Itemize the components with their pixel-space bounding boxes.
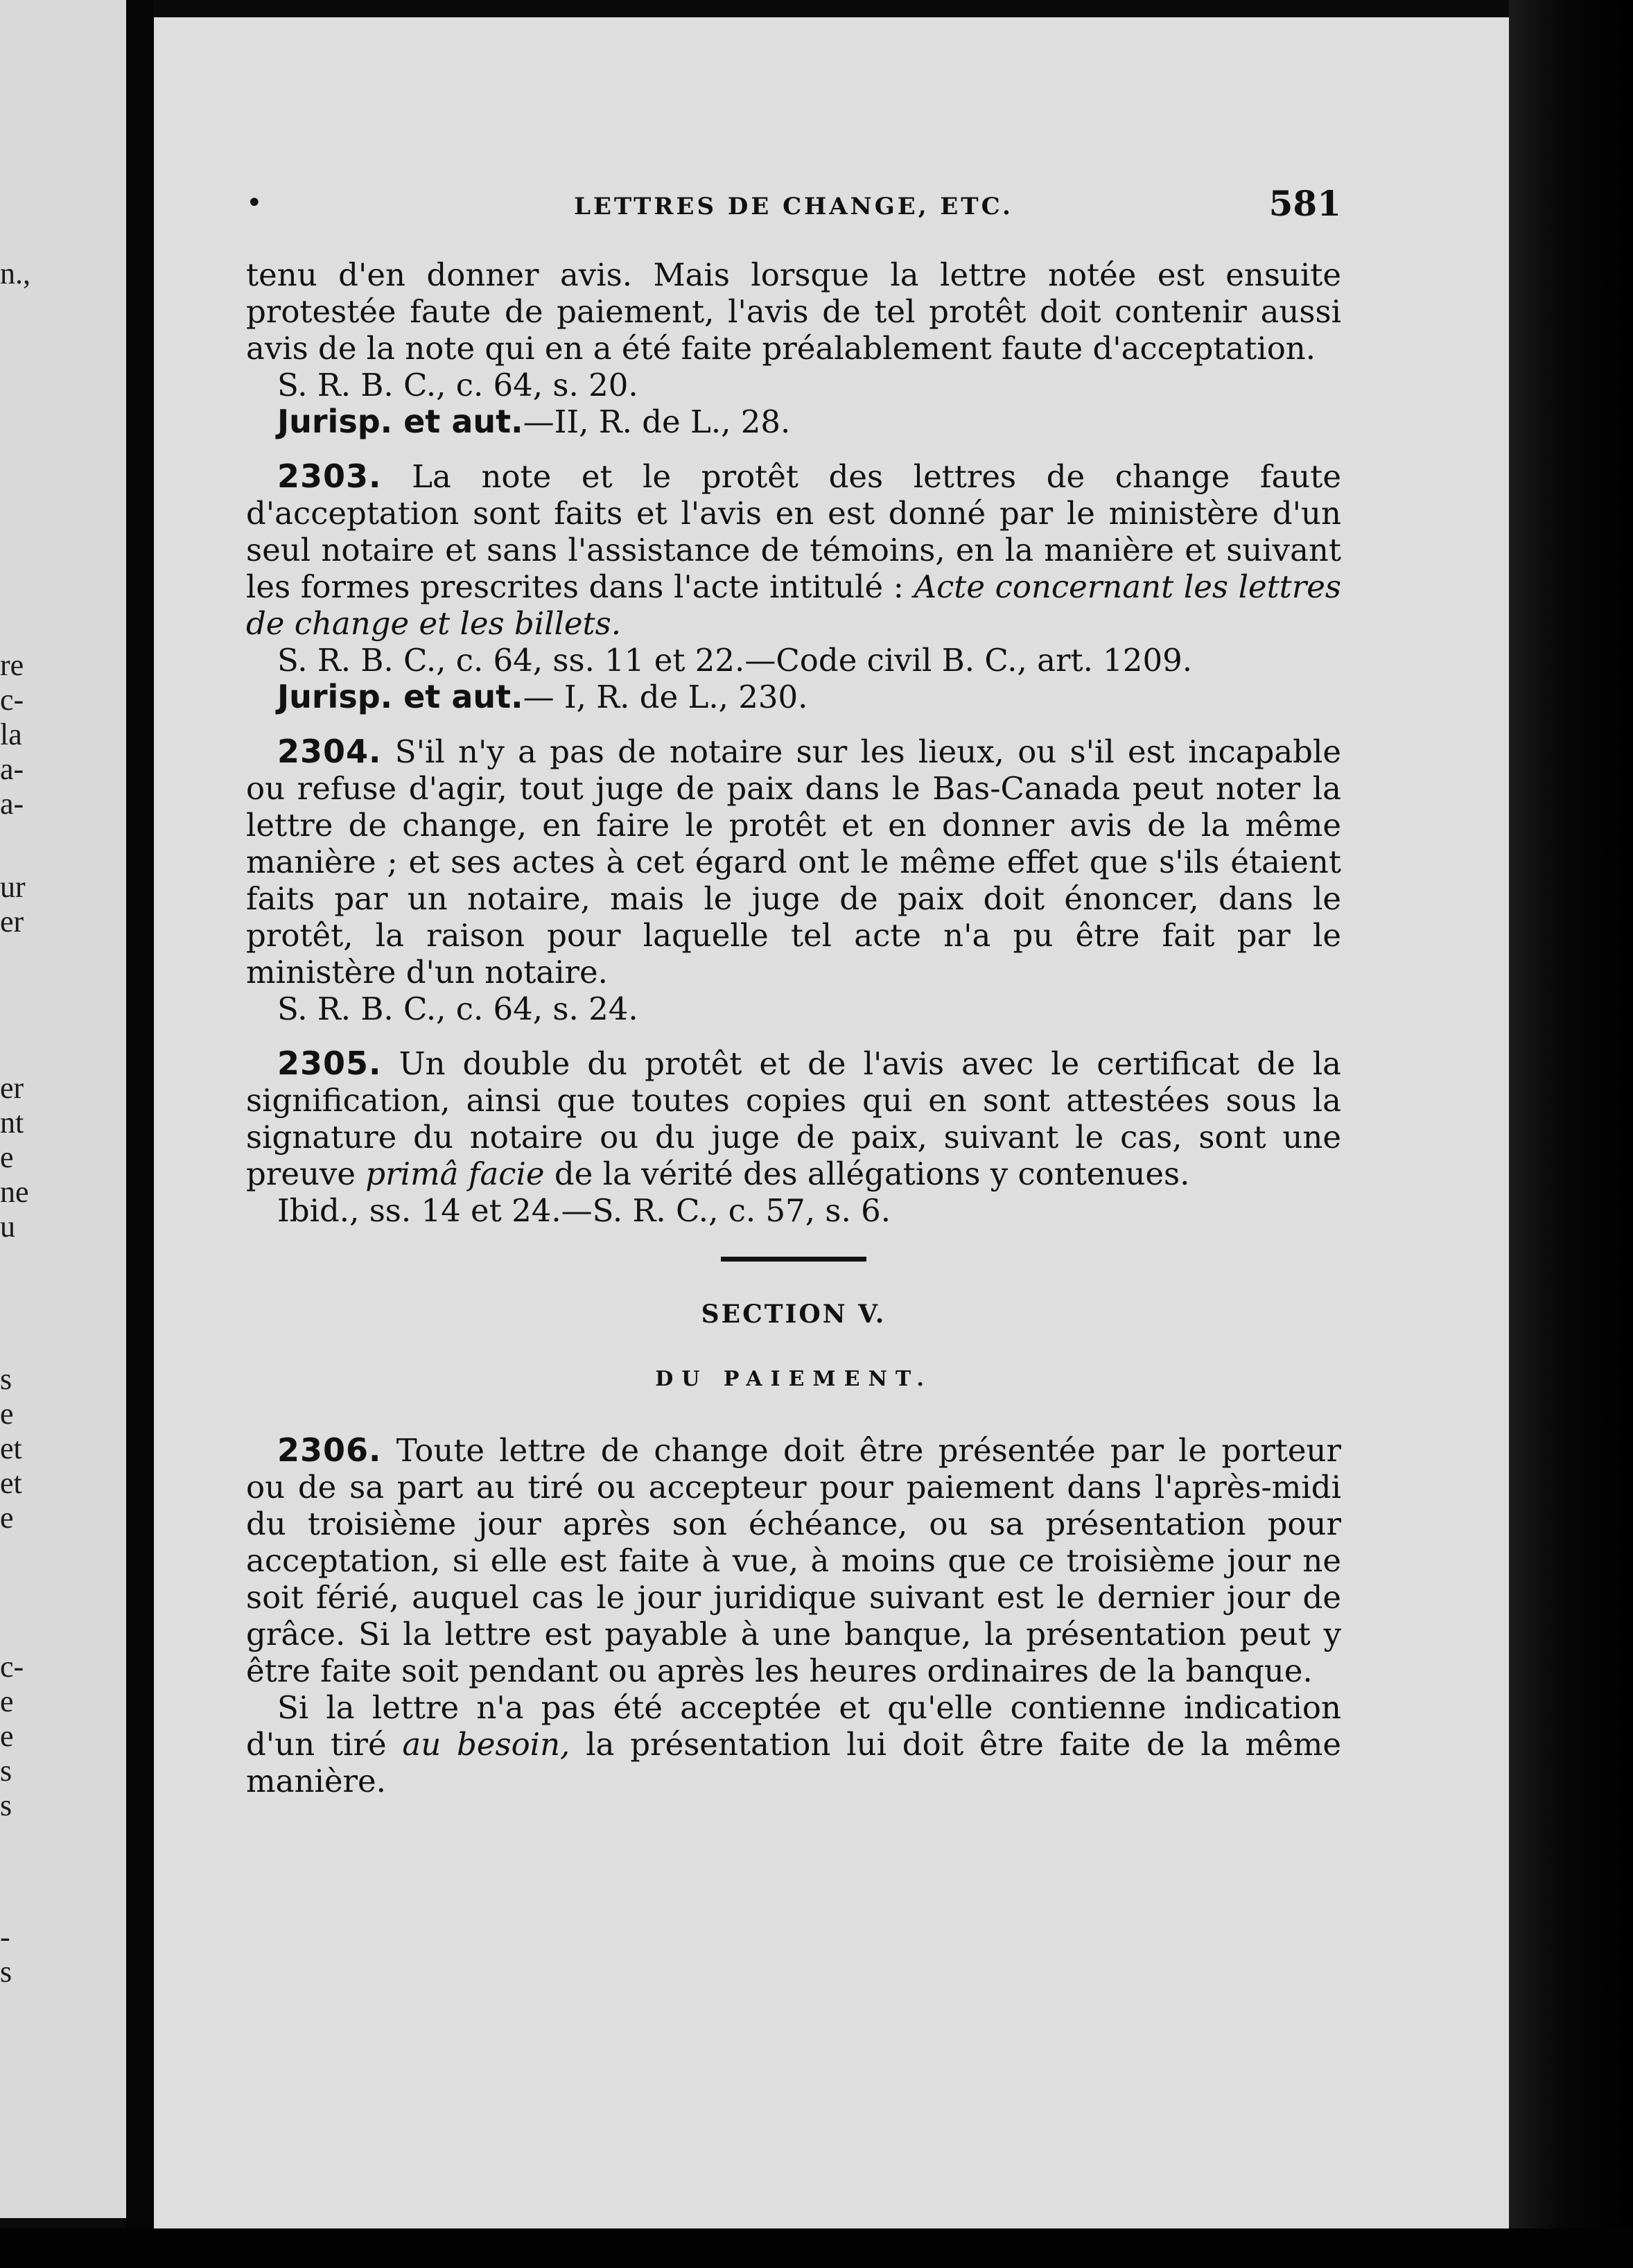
article-2303 [246,458,1341,642]
margin-fragment: la [0,717,22,751]
article-2306 [246,1432,1341,1689]
margin-fragment: u [0,1210,15,1244]
page-body [246,256,1341,1799]
section-title: SECTION V. [701,1300,887,1329]
margin-fragment: s [0,1754,12,1788]
page-gutter [126,0,154,2268]
citation: S. R. B. C., c. 64, ss. 11 et 22.—Code civil B. C., art. 1209. [277,642,1193,679]
page-number: 581 [1268,183,1341,224]
article-italic-text: Acte concernant les lettres de change et les billets. [246,568,1341,642]
article-text: Si la lettre n'a pas été acceptée et qu'elle contienne indication d'un tiré [246,1689,1341,1763]
margin-fragment: c- [0,1650,24,1684]
margin-fragment: nt [0,1106,24,1140]
margin-fragment: ne [0,1175,29,1209]
running-title: LETTRES DE CHANGE, ETC. [574,193,1013,220]
jurisprudence-line [277,679,1341,715]
citation: S. R. B. C., c. 64, s. 24. [277,991,638,1027]
margin-fragment: et [0,1431,22,1465]
margin-fragment: a- [0,752,24,786]
margin-fragment: c- [0,683,24,717]
article-text-after: de la vérité des allégations y contenues. [554,1155,1190,1192]
margin-fragment: e [0,1684,14,1718]
jurisp-label: Jurisp. et aut. [277,678,523,715]
margin-fragment: er [0,905,24,939]
margin-fragment: - [0,1920,10,1954]
margin-fragment: e [0,1397,14,1431]
adjacent-page-strip [0,0,126,2218]
margin-fragment: s [0,1955,12,1989]
margin-fragment: e [0,1501,14,1535]
continuation-paragraph: tenu d'en donner avis. Mais lorsque la lettre notée est ensuite protestée faute de paiement, l'avis de tel protêt doit contenir aussi avis de la note qui en a été faite préalablement faute d'acceptation. [246,256,1341,367]
article-text-after: la présentation lui doit être faite de la même manière. [246,1726,1341,1799]
page-bottom-edge [0,2228,1633,2268]
article-text: Toute lettre de change doit être présentée par le porteur ou de sa part au tiré ou accepteur pour paiement dans l'après-midi du troisième jour après son échéance, ou sa présentation pour acceptation, si elle est faite à vue, à moins que ce troisième jour ne soit férié, auquel cas le jour juridique suivant est le dernier jour de grâce. Si la lettre est payable à une banque, la présentation peut y être faite soit pendant ou après les heures ordinaires de la banque. [246,1432,1341,1689]
header-bullet: • [246,187,263,219]
article-italic-text: au besoin, [402,1726,570,1763]
book-page [154,17,1509,2228]
margin-fragment: n., [0,256,30,290]
citation: S. R. B. C., c. 64, s. 20. [277,367,638,403]
article-2304 [246,733,1341,991]
article-text: Un double du protêt et de l'avis avec le certificat de la signification, ainsi que toutes copies qui en sont attestées sous la signature du notaire ou du juge de paix, suivant le cas, sont une preuve [246,1045,1341,1192]
section-subtitle: DU PAIEMENT. [655,1367,932,1391]
article-number: 2304. [277,733,382,770]
jurisp-ref: —II, R. de L., 28. [523,403,791,440]
margin-fragment: re [0,648,24,682]
margin-fragment: a- [0,787,24,821]
margin-fragment: s [0,1362,12,1396]
margin-fragment: et [0,1466,22,1500]
section-divider [721,1257,866,1262]
article-text: S'il n'y a pas de notaire sur les lieux, ou s'il est incapable ou refuse d'agir, tout juge de paix dans le Bas-Canada peut noter la lettre de change, en faire le protêt et en donner avis de la même manière ; et ses actes à cet égard ont le même effet que s'ils étaient faits par un notaire, mais le juge de paix doit énoncer, dans le protêt, la raison pour laquelle tel acte n'a pu être fait par le ministère d'un notaire. [246,733,1341,991]
article-number: 2305. [277,1045,382,1082]
margin-fragment: e [0,1719,14,1753]
article-number: 2303. [277,457,382,495]
citation: Ibid., ss. 14 et 24.—S. R. C., c. 57, s. 6. [277,1192,891,1229]
margin-fragment: ur [0,870,26,904]
article-italic-text: primâ facie [365,1155,545,1192]
article-number: 2306. [277,1431,382,1469]
jurisp-label: Jurisp. et aut. [277,403,523,440]
jurisprudence-line [277,403,1341,440]
running-header [246,183,1341,229]
article-2306-para2 [246,1689,1341,1799]
jurisp-ref: — I, R. de L., 230. [523,679,808,715]
page-right-edge [1509,0,1633,2268]
margin-fragment: e [0,1140,14,1174]
margin-fragment: s [0,1788,12,1822]
article-text: La note et le protêt des lettres de change faute d'acceptation sont faits et l'avis en est donné par le ministère d'un seul notaire et sans l'assistance de témoins, en la manière et suivant les formes prescrites dans l'acte intitulé : [246,458,1341,605]
article-2305 [246,1045,1341,1192]
margin-fragment: er [0,1071,24,1105]
